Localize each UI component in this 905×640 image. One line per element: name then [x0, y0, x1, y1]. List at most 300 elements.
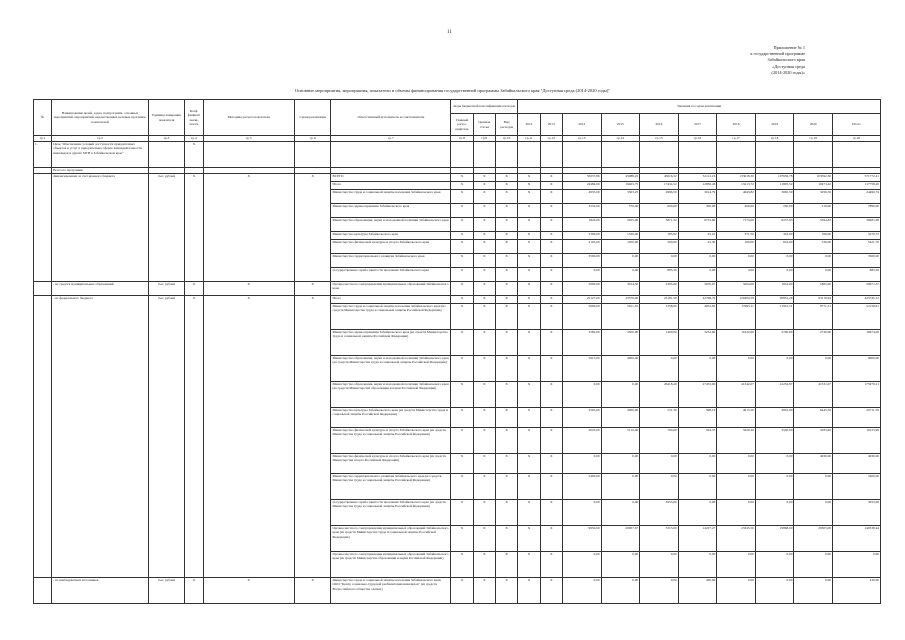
column-number: гр.13 [562, 136, 601, 142]
value-cell: 0,00 [640, 578, 679, 604]
value-cell: 1358,00 [640, 304, 679, 330]
column-number: гр.2 [52, 136, 148, 142]
value-cell: 0,00 [717, 500, 756, 526]
value-cell: 45988,25 [601, 174, 640, 182]
code-cell: X [473, 204, 495, 218]
period-cell [294, 296, 331, 578]
value-cell: 4500,00 [601, 330, 640, 356]
executor-cell: Органы местного самоуправления муниципальных образований Забайкальского края (из средств Министерства образования и науки Российской Федерации) [331, 552, 451, 578]
value-cell: 103592,36 [794, 174, 833, 182]
value-cell: 1843,00 [562, 218, 601, 232]
code-cell: X [518, 526, 540, 552]
code-cell: X [473, 304, 495, 330]
code-cell: X [540, 204, 562, 218]
code-cell: X [540, 174, 562, 182]
value-cell: 430,00 [678, 578, 717, 604]
code-cell: X [451, 382, 473, 408]
value-cell: 24484,00 [562, 182, 601, 190]
method-cell [203, 174, 294, 282]
value-cell: 598,19 [678, 408, 717, 428]
value-cell: 0,00 [755, 356, 794, 382]
value-cell: 4810,00 [755, 408, 794, 428]
code-cell: X [518, 218, 540, 232]
header-unit: Единица измерения показателя [148, 100, 185, 136]
value-cell: 7174,00 [717, 218, 756, 232]
value-cell: 20711,59 [833, 408, 881, 428]
executor-cell: Министерство образования, науки и молодежной политики Забайкальского края (из средств Министерства образования и науки Российской Федерации) [331, 382, 451, 408]
value-cell: 425745,12 [833, 296, 881, 304]
value-cell: 24490,74 [833, 190, 881, 204]
code-cell: X [451, 474, 473, 500]
value-cell: 210,00 [794, 204, 833, 218]
code-cell: X [518, 330, 540, 356]
method-cell [203, 282, 294, 296]
code-cell: X [451, 454, 473, 474]
executor-cell: Министерство труда и социальной защиты населения Забайкальского края (из средств Министерства труда и социальной защиты Российской Федерации) [331, 304, 451, 330]
value-cell: 0,00 [717, 578, 756, 604]
value-cell: 2300,00 [562, 232, 601, 240]
value-cell: 3582,00 [562, 330, 601, 356]
value-cell: 430,00 [833, 578, 881, 604]
section-unit: тыс. рублей [148, 282, 185, 296]
header-year: 2017 [678, 114, 717, 136]
code-cell: X [540, 296, 562, 304]
column-number: гр.17 [717, 136, 756, 142]
code-cell: X [540, 356, 562, 382]
section-name: - из средств муниципальных образований [52, 282, 148, 296]
code-cell: X [473, 254, 495, 268]
value-cell: 5611,35 [601, 304, 640, 330]
value-cell: 17434,52 [640, 182, 679, 190]
value-cell: 2045,00 [562, 428, 601, 454]
code-cell: X [540, 474, 562, 500]
value-cell: 0,00 [562, 500, 601, 526]
value-cell: 5313,00 [640, 526, 679, 552]
header-name: Наименование целей, задач, подпрограмм, основных мероприятий, мероприятий, ведомственных целевых программ, показателей [52, 100, 148, 136]
code-cell: X [473, 268, 495, 282]
code-cell: X [451, 182, 473, 190]
value-cell: 9950,00 [562, 526, 601, 552]
code-cell: X [540, 304, 562, 330]
code-cell: X [540, 182, 562, 190]
value-cell: 3530,00 [755, 428, 794, 454]
code-cell: X [518, 282, 540, 296]
column-number: гр.20 [833, 136, 881, 142]
column-number: гр.19 [794, 136, 833, 142]
value-cell: 0,00 [755, 254, 794, 268]
value-cell: 5909,00 [562, 282, 601, 296]
value-cell: 531,30 [640, 408, 679, 428]
row-num-cell [34, 578, 52, 604]
code-cell: X [451, 408, 473, 428]
table-row [34, 282, 881, 296]
appendix-line: (2014-2020 годы)» [771, 69, 805, 75]
code-cell: X [473, 578, 495, 604]
header-total: Итого [833, 114, 881, 136]
value-cell: 0,00 [678, 454, 717, 474]
code-cell: X [540, 254, 562, 268]
code-cell: X [451, 304, 473, 330]
code-cell: X [518, 182, 540, 190]
appendix-line: Приложение № 1 [773, 45, 805, 50]
value-cell: 0,00 [755, 268, 794, 282]
value-cell: 0,00 [717, 356, 756, 382]
column-number: гр.18 [755, 136, 794, 142]
value-cell: 0,00 [794, 552, 833, 578]
value-cell: 370,00 [601, 204, 640, 218]
value-cell: 41232,87 [755, 382, 794, 408]
value-cell: 2105,00 [562, 240, 601, 254]
value-cell: 0,00 [640, 474, 679, 500]
value-cell: 3953,00 [640, 500, 679, 526]
code-cell: X [473, 296, 495, 304]
value-cell: 0,00 [601, 268, 640, 282]
code-cell: X [473, 330, 495, 356]
value-cell: 3500,00 [562, 254, 601, 268]
value-cell: 0,00 [755, 578, 794, 604]
value-cell: 3532,00 [562, 204, 601, 218]
value-cell: 5900,00 [562, 304, 601, 330]
value-cell: 0,00 [562, 552, 601, 578]
column-number: гр.6 [294, 136, 331, 142]
header-year: 2012 [518, 114, 540, 136]
program-table [33, 99, 881, 604]
value-cell: 0,00 [640, 552, 679, 578]
executor-cell: Органы местного самоуправления муниципальных образований Забайкальского края (из средств Министерства труда и социальной защиты Российской Федерации) [331, 526, 451, 552]
code-cell: X [540, 526, 562, 552]
code-cell: X [473, 500, 495, 526]
executor-cell: Итого [331, 296, 451, 304]
code-cell: X [540, 578, 562, 604]
column-number: гр.14 [601, 136, 640, 142]
value-cell: 0,00 [601, 500, 640, 526]
value-cell: 885,30 [640, 268, 679, 282]
value-cell: 52112,16 [678, 174, 717, 182]
value-cell: 0,00 [755, 474, 794, 500]
table-row [34, 174, 881, 182]
value-cell: 27433,00 [678, 382, 717, 408]
code-cell: X [473, 382, 495, 408]
header-year: 2016 [640, 114, 679, 136]
code-cell: X [495, 304, 517, 330]
executor-cell: Министерство труда и социальной защиты населения Забайкальского края, ООО "Центр социально-трудовой реабилитации инвалидов" (из средств Всероссийского общества слепых) [331, 578, 451, 604]
section-unit: тыс. рублей [148, 296, 185, 578]
coef-cell [185, 578, 203, 604]
value-cell: 4030,00 [833, 454, 881, 474]
value-cell: 0,00 [794, 474, 833, 500]
header-kbk-group: Коды бюджетной классификации расходов [451, 100, 518, 114]
executor-cell: Министерство труда и социальной защиты населения Забайкальского края [331, 190, 451, 204]
value-cell: 600,00 [640, 204, 679, 218]
code-cell: X [451, 240, 473, 254]
code-cell: X [518, 454, 540, 474]
value-cell: 26418,40 [640, 382, 679, 408]
value-cell: 536,00 [794, 240, 833, 254]
code-cell: X [495, 408, 517, 428]
section-name: - из внебюджетных источников [52, 578, 148, 604]
code-cell: X [473, 182, 495, 190]
code-cell: X [495, 552, 517, 578]
code-cell: X [518, 296, 540, 304]
executor-cell: Министерство здравоохранения Забайкальского края (из средств Министерства труда и социальной защиты Российской Федерации) [331, 330, 451, 356]
goal-text: Цель "Обеспечение условий доступности приоритетных объектов и услуг в приоритетных сферах жизнедеятельности инвалидов и других МГН в Забайкальском крае" [52, 142, 148, 168]
code-cell: X [495, 296, 517, 304]
row-num-cell [34, 282, 52, 296]
executor-cell: Государственная служба занятости населения Забайкальского края [331, 268, 451, 282]
code-cell: X [451, 500, 473, 526]
value-cell: 594,35 [678, 428, 717, 454]
value-cell: 3665,59 [755, 190, 794, 204]
value-cell: 230,00 [755, 204, 794, 218]
code-cell: X [518, 268, 540, 282]
value-cell: 25181,50 [640, 296, 679, 304]
code-cell: X [473, 552, 495, 578]
code-cell: X [473, 454, 495, 474]
document-title: Основные мероприятия, мероприятия, показатели и объемы финансирования государственной программы Забайкальского края "Доступная среда (2014-2020 годы)" [294, 88, 611, 93]
value-cell: 0,00 [755, 454, 794, 474]
code-cell: X [473, 408, 495, 428]
value-cell: 4030,00 [794, 454, 833, 474]
value-cell: 23570,00 [601, 296, 640, 304]
value-cell: 55637,86 [562, 174, 601, 182]
value-cell: 1400,00 [640, 330, 679, 356]
value-cell: 0,00 [755, 500, 794, 526]
value-cell: 22,30 [678, 240, 717, 254]
code-cell: X [540, 552, 562, 578]
value-cell: 6237,93 [755, 218, 794, 232]
header-year: 2015 [601, 114, 640, 136]
value-cell: 0,00 [601, 382, 640, 408]
total-label: Всего по программе: [52, 168, 148, 174]
header-year: 2014 [562, 114, 601, 136]
code-cell: X [540, 408, 562, 428]
value-cell: 0,00 [794, 254, 833, 268]
value-cell: 1865,00 [794, 282, 833, 296]
value-cell: 0,00 [678, 356, 717, 382]
value-cell: 0,00 [562, 454, 601, 474]
value-cell: 3204,00 [717, 282, 756, 296]
value-cell: 3303,25 [601, 190, 640, 204]
value-cell: 300,00 [678, 204, 717, 218]
value-cell: 0,00 [678, 500, 717, 526]
code-cell: X [540, 454, 562, 474]
header-period: Сроки реализации [294, 100, 331, 136]
column-number: гр.16 [678, 136, 717, 142]
value-cell: 1932,00 [755, 282, 794, 296]
value-cell: 45,10 [678, 232, 717, 240]
value-cell: 19403,75 [601, 182, 640, 190]
code-cell: X [451, 578, 473, 604]
column-number: гр.7 [331, 136, 451, 142]
value-cell: 3953,00 [833, 500, 881, 526]
value-cell: 41531,07 [794, 382, 833, 408]
code-cell: X [473, 218, 495, 232]
code-cell: X [540, 428, 562, 454]
code-cell: X [518, 232, 540, 240]
code-cell: X [540, 282, 562, 296]
value-cell: 14227,27 [678, 526, 717, 552]
code-cell: X [495, 526, 517, 552]
coef-cell [185, 282, 203, 296]
value-cell: 5400,00 [833, 474, 881, 500]
value-cell: 11632,00 [717, 330, 756, 356]
code-cell: X [451, 232, 473, 240]
value-cell: 2595,00 [562, 408, 601, 428]
value-cell: 6445,50 [794, 408, 833, 428]
period-cell [294, 578, 331, 604]
value-cell: 19125,99 [833, 428, 881, 454]
value-cell: 7890,00 [833, 204, 881, 218]
value-cell: 4,00 [717, 268, 756, 282]
value-cell: 4643,82 [717, 190, 756, 204]
value-cell: 95831,26 [755, 296, 794, 304]
value-cell: 9909,00 [833, 356, 881, 382]
appendix-line: Забайкальского края [767, 57, 805, 63]
value-cell: 4000,00 [601, 356, 640, 382]
value-cell: 175979,21 [833, 382, 881, 408]
value-cell: 0,00 [601, 578, 640, 604]
executor-cell: Министерство территориального развития Забайкальского края [331, 254, 451, 268]
value-cell: 1950,00 [601, 240, 640, 254]
value-cell: 52158,01 [833, 304, 881, 330]
value-cell: 0,00 [640, 356, 679, 382]
executor-cell: Министерство здравоохранения Забайкальского края [331, 204, 451, 218]
value-cell: 4952,63 [678, 304, 717, 330]
value-cell: 343,00 [755, 232, 794, 240]
value-cell: 4935,00 [562, 190, 601, 204]
value-cell: 10473,42 [794, 182, 833, 190]
value-cell: 5915,00 [562, 356, 601, 382]
code-cell: X [518, 204, 540, 218]
value-cell: 0,00 [562, 578, 601, 604]
value-cell: 2700,00 [755, 330, 794, 356]
header-kbk-type: Вид расходов [495, 114, 517, 136]
code-cell: X [473, 190, 495, 204]
value-cell: 0,00 [794, 500, 833, 526]
code-cell: X [451, 190, 473, 204]
value-cell: 6752,00 [678, 218, 717, 232]
value-cell: 0,00 [717, 454, 756, 474]
value-cell: 0,00 [678, 254, 717, 268]
code-cell: X [495, 240, 517, 254]
code-cell: X [518, 382, 540, 408]
table-row [34, 296, 881, 304]
value-cell: 23345,56 [717, 526, 756, 552]
code-cell: X [451, 428, 473, 454]
value-cell: 0,00 [717, 474, 756, 500]
code-cell: X [518, 474, 540, 500]
code-cell: X [518, 254, 540, 268]
value-cell: 0,00 [601, 254, 640, 268]
value-cell: 0,00 [601, 552, 640, 578]
value-cell: 183,92 [640, 232, 679, 240]
value-cell: 166,00 [794, 232, 833, 240]
value-cell: 3256,59 [794, 190, 833, 204]
goal-num: 1. [34, 142, 52, 168]
value-cell: 20671,37 [833, 282, 881, 296]
value-cell: 0,00 [562, 268, 601, 282]
header-values-group: Значения по годам реализации [518, 100, 881, 114]
value-cell: 0,00 [678, 474, 717, 500]
executor-cell: ВСЕГО [331, 174, 451, 182]
code-cell: X [473, 356, 495, 382]
code-cell: X [540, 330, 562, 356]
code-cell: X [451, 254, 473, 268]
code-cell: X [518, 578, 540, 604]
code-cell: X [495, 382, 517, 408]
value-cell: 9771,51 [794, 304, 833, 330]
value-cell: 2730,00 [794, 330, 833, 356]
code-cell: X [495, 268, 517, 282]
value-cell: 0,00 [833, 552, 881, 578]
value-cell: 2395,00 [640, 282, 679, 296]
code-cell: X [495, 428, 517, 454]
value-cell: 3014,50 [601, 282, 640, 296]
value-cell: 3000,00 [601, 408, 640, 428]
value-cell: 2655,00 [601, 218, 640, 232]
value-cell: 1520,00 [601, 232, 640, 240]
code-cell: X [451, 282, 473, 296]
code-cell: X [540, 382, 562, 408]
appendix-line: «Доступная среда [772, 63, 805, 69]
header-num: № [34, 100, 52, 136]
value-cell: 13213,72 [717, 182, 756, 190]
value-cell: 41342,07 [717, 382, 756, 408]
executor-cell: Министерство территориального развития Забайкальского края (из средств Министерства труда и социальной защиты Российской Федерации) [331, 474, 451, 500]
column-number: гр.15 [640, 136, 679, 142]
code-cell: X [540, 240, 562, 254]
table-row [34, 578, 881, 604]
code-cell: X [540, 268, 562, 282]
value-cell: 160,00 [717, 240, 756, 254]
column-number: гр.1 [34, 136, 52, 142]
code-cell: X [495, 232, 517, 240]
value-cell: 3420,20 [717, 428, 756, 454]
value-cell: 0,00 [601, 454, 640, 474]
code-cell: X [451, 552, 473, 578]
value-cell: 16674,00 [833, 330, 881, 356]
code-cell: X [495, 500, 517, 526]
code-cell: X [473, 526, 495, 552]
value-cell: 93119,94 [794, 296, 833, 304]
value-cell: 12836,46 [678, 182, 717, 190]
value-cell: 0,00 [717, 254, 756, 268]
value-cell: 42798,70 [678, 296, 717, 304]
value-cell: 140538,44 [833, 526, 881, 552]
value-cell: 5110,00 [601, 428, 640, 454]
column-number: гр.12 [540, 136, 562, 142]
code-cell: X [495, 182, 517, 190]
value-cell: 2996,50 [640, 190, 679, 204]
value-cell: 3014,79 [678, 190, 717, 204]
value-cell: 571772,41 [833, 174, 881, 182]
column-number: гр.8 [451, 136, 473, 142]
value-cell: 0,00 [678, 268, 717, 282]
value-cell: 3500,00 [833, 254, 881, 268]
code-cell: X [540, 190, 562, 204]
table-body [34, 136, 881, 604]
code-cell: X [518, 408, 540, 428]
value-cell: 17993,11 [717, 304, 756, 330]
code-cell: X [495, 254, 517, 268]
header-year: 2019 [755, 114, 794, 136]
value-cell: 0,00 [794, 578, 833, 604]
goal-row [34, 142, 881, 168]
code-cell: X [473, 232, 495, 240]
value-cell: 371,50 [717, 232, 756, 240]
header-coef: Коэф. фициент значи- мости [185, 100, 203, 136]
code-cell: X [518, 500, 540, 526]
